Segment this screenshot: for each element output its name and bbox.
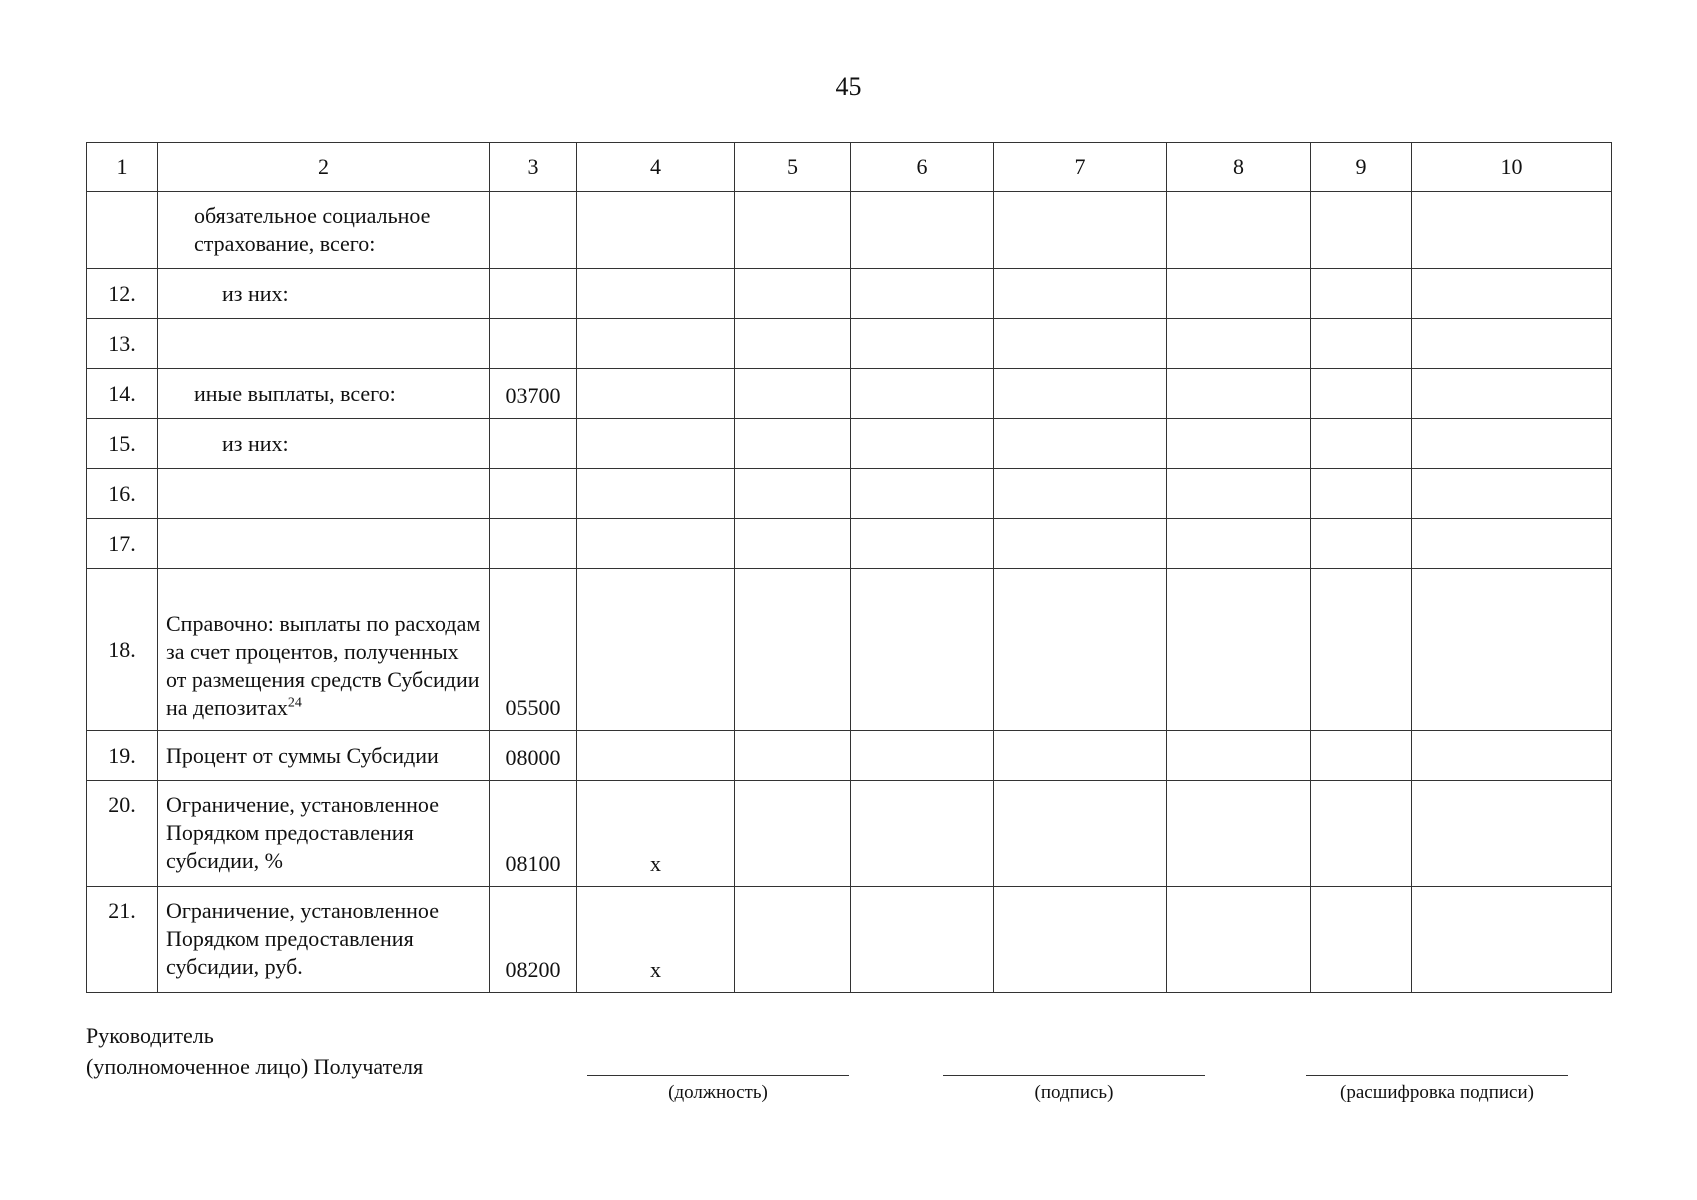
table-cell	[735, 419, 851, 469]
table-cell	[735, 319, 851, 369]
table-cell	[1167, 731, 1311, 781]
row-number: 21.	[87, 887, 158, 993]
report-table	[86, 142, 1612, 993]
column-header: 3	[490, 143, 577, 192]
table-cell	[851, 731, 994, 781]
table-cell	[1412, 781, 1612, 887]
table-cell	[735, 887, 851, 993]
row-code	[490, 319, 577, 369]
table-row	[87, 419, 1612, 469]
row-number: 16.	[87, 469, 158, 519]
page-number: 45	[835, 72, 862, 101]
table-cell	[851, 519, 994, 569]
row-number: 17.	[87, 519, 158, 569]
table-row	[87, 319, 1612, 369]
table-cell	[994, 192, 1167, 269]
table-cell	[994, 269, 1167, 319]
signatory-title: Руководитель	[86, 1023, 214, 1048]
signature-field-position: (должность)	[587, 1075, 849, 1112]
table-cell	[735, 192, 851, 269]
table-cell	[1167, 569, 1311, 731]
row-col4	[577, 569, 735, 731]
row-col4	[577, 731, 735, 781]
table-cell	[851, 269, 994, 319]
table-cell	[735, 519, 851, 569]
row-code	[490, 469, 577, 519]
table-cell	[1412, 419, 1612, 469]
footnote-ref: 24	[287, 695, 302, 711]
row-number: 12.	[87, 269, 158, 319]
row-code	[490, 192, 577, 269]
table-cell	[1311, 469, 1412, 519]
row-number: 14.	[87, 369, 158, 419]
table-cell	[735, 369, 851, 419]
row-col4	[577, 319, 735, 369]
table-cell	[851, 569, 994, 731]
table-cell	[735, 731, 851, 781]
column-header: 7	[994, 143, 1167, 192]
signature-field-signature: (подпись)	[943, 1075, 1205, 1112]
table-cell	[1311, 731, 1412, 781]
column-header: 4	[577, 143, 735, 192]
table-cell	[1167, 369, 1311, 419]
table-cell	[994, 731, 1167, 781]
row-number	[87, 192, 158, 269]
row-number: 19.	[87, 731, 158, 781]
row-code: 08200	[490, 887, 577, 993]
table-cell	[735, 269, 851, 319]
table-cell	[1311, 269, 1412, 319]
signatory-subtitle: (уполномоченное лицо) Получателя	[86, 1054, 424, 1079]
row-col4	[577, 419, 735, 469]
table-cell	[1167, 192, 1311, 269]
column-header: 9	[1311, 143, 1412, 192]
row-col4	[577, 369, 735, 419]
table-cell	[1412, 319, 1612, 369]
column-header: 1	[87, 143, 158, 192]
row-code: 05500	[490, 569, 577, 731]
row-number: 15.	[87, 419, 158, 469]
row-code: 08100	[490, 781, 577, 887]
row-name	[158, 319, 490, 369]
table-cell	[851, 469, 994, 519]
table-cell	[735, 469, 851, 519]
table-cell	[1412, 731, 1612, 781]
row-number: 13.	[87, 319, 158, 369]
table-cell	[1412, 369, 1612, 419]
table-header-row	[87, 143, 1612, 192]
signature-field-decoding: (расшифровка подписи)	[1306, 1075, 1568, 1112]
row-name	[158, 469, 490, 519]
table-cell	[851, 192, 994, 269]
table-cell	[851, 781, 994, 887]
table-row	[87, 781, 1612, 887]
column-header: 5	[735, 143, 851, 192]
row-number: 18.	[87, 569, 158, 731]
row-name-text: Справочно: выплаты по расходам за счет процентов, полученных от размещения средств Субсидии на депозитах	[166, 611, 481, 720]
table-cell	[1412, 192, 1612, 269]
column-header: 6	[851, 143, 994, 192]
table-row	[87, 887, 1612, 993]
row-col4	[577, 519, 735, 569]
table-cell	[994, 369, 1167, 419]
table-row	[87, 519, 1612, 569]
table-cell	[1311, 319, 1412, 369]
row-name	[158, 519, 490, 569]
table-cell	[994, 319, 1167, 369]
table-row	[87, 469, 1612, 519]
table-cell	[1167, 469, 1311, 519]
table-cell	[1167, 887, 1311, 993]
row-name: иные выплаты, всего:	[158, 369, 490, 419]
table-row	[87, 269, 1612, 319]
column-header: 8	[1167, 143, 1311, 192]
table-cell	[1167, 781, 1311, 887]
row-col4	[577, 269, 735, 319]
signatory-block	[86, 1020, 423, 1082]
column-header: 2	[158, 143, 490, 192]
row-col4: x	[577, 781, 735, 887]
table-cell	[851, 887, 994, 993]
table-cell	[1311, 369, 1412, 419]
row-code	[490, 419, 577, 469]
table-cell	[735, 781, 851, 887]
table-row	[87, 192, 1612, 269]
row-code	[490, 519, 577, 569]
table-row	[87, 569, 1612, 731]
row-name: обязательное социальное страхование, всего:	[158, 192, 490, 269]
table-cell	[994, 887, 1167, 993]
column-header: 10	[1412, 143, 1612, 192]
row-name: Ограничение, установленное Порядком предоставления субсидии, %	[158, 781, 490, 887]
table-cell	[1412, 519, 1612, 569]
table-cell	[994, 519, 1167, 569]
row-code: 03700	[490, 369, 577, 419]
row-name	[158, 569, 490, 731]
table-cell	[994, 569, 1167, 731]
table-cell	[1412, 269, 1612, 319]
table-cell	[1412, 569, 1612, 731]
row-code	[490, 269, 577, 319]
row-number: 20.	[87, 781, 158, 887]
row-name: Ограничение, установленное Порядком предоставления субсидии, руб.	[158, 887, 490, 993]
table-row	[87, 369, 1612, 419]
row-name: из них:	[158, 269, 490, 319]
row-code: 08000	[490, 731, 577, 781]
table-cell	[994, 419, 1167, 469]
table-cell	[1311, 192, 1412, 269]
row-col4	[577, 469, 735, 519]
table-cell	[1167, 519, 1311, 569]
row-col4	[577, 192, 735, 269]
table-cell	[994, 469, 1167, 519]
row-name: из них:	[158, 419, 490, 469]
row-col4: x	[577, 887, 735, 993]
row-name: Процент от суммы Субсидии	[158, 731, 490, 781]
table-cell	[1412, 887, 1612, 993]
table-row	[87, 731, 1612, 781]
table-cell	[1167, 419, 1311, 469]
table-cell	[994, 781, 1167, 887]
table-cell	[1311, 569, 1412, 731]
table-cell	[1167, 319, 1311, 369]
table-cell	[1311, 519, 1412, 569]
table-cell	[1311, 887, 1412, 993]
table-cell	[1412, 469, 1612, 519]
table-cell	[735, 569, 851, 731]
table-cell	[1311, 419, 1412, 469]
table-cell	[1311, 781, 1412, 887]
table-cell	[1167, 269, 1311, 319]
table-cell	[851, 419, 994, 469]
table-cell	[851, 369, 994, 419]
table-cell	[851, 319, 994, 369]
